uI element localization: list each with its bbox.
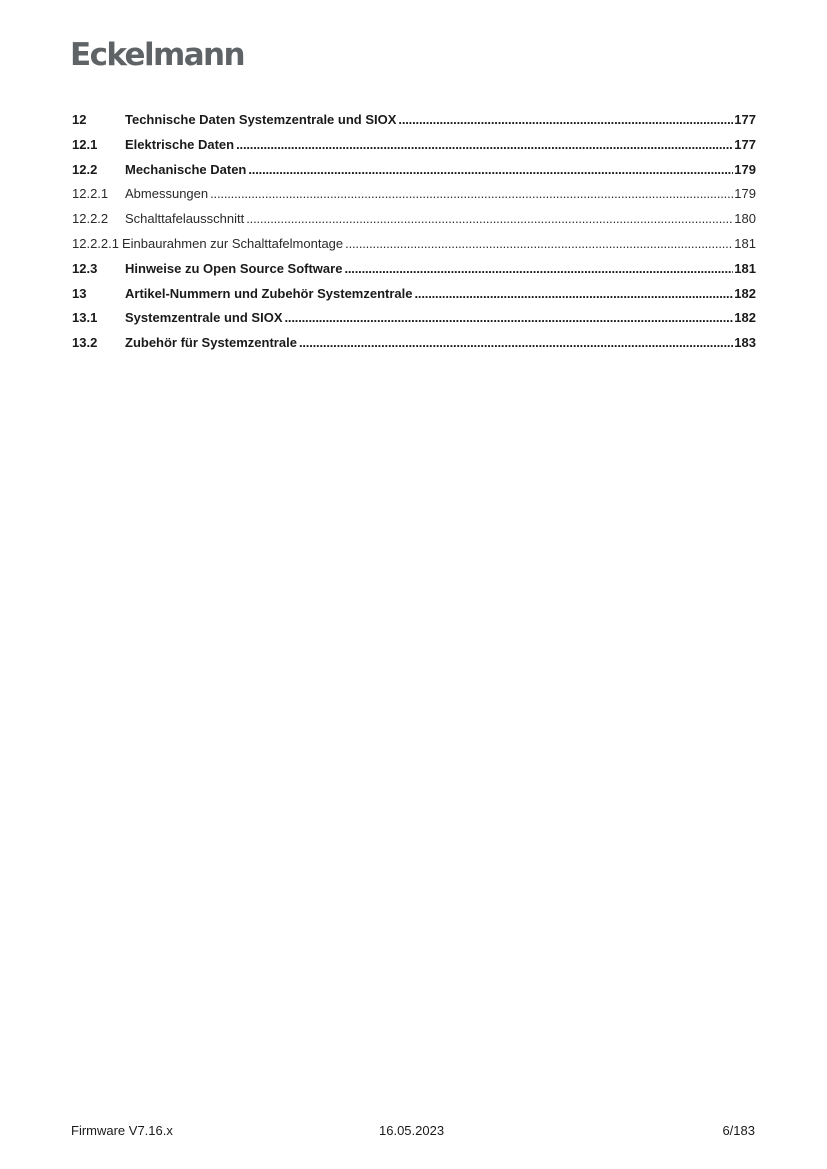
toc-entry-12-1[interactable]: [72, 133, 756, 158]
toc-leader-dots: [415, 282, 734, 307]
footer-page-number: 6/183: [722, 1123, 755, 1138]
footer-date: 16.05.2023: [379, 1123, 445, 1138]
toc-entry-page: 179: [734, 186, 756, 202]
toc-entry-page: 180: [734, 211, 756, 227]
toc-entry-number: 12.2.1: [72, 186, 109, 202]
toc-leader-dots: [236, 133, 733, 158]
toc-entry-title: Artikel-Nummern und Zubehör Systemzentrale: [125, 285, 413, 301]
toc-leader-dots: [344, 257, 733, 282]
toc-entry-12-2-1[interactable]: [72, 182, 756, 207]
toc-entry-title: Schalttafelausschnitt: [125, 211, 245, 227]
toc-leader-dots: [398, 108, 733, 133]
toc-entry-12-3[interactable]: [72, 257, 756, 282]
toc-entry-13-2[interactable]: [72, 331, 756, 356]
toc-entry-number: 12.2.2.1: [72, 235, 119, 251]
toc-leader-dots: [246, 207, 733, 232]
toc-entry-13[interactable]: [72, 282, 756, 307]
toc-entry-title: Systemzentrale und SIOX: [125, 310, 283, 326]
toc-entry-title: Abmessungen: [125, 186, 209, 202]
toc-leader-dots: [345, 232, 733, 257]
toc-entry-number: 12.3: [72, 260, 98, 276]
toc-entry-page: 179: [734, 161, 756, 177]
toc-leader-dots: [210, 182, 733, 207]
toc-entry-number: 12.2.2: [72, 211, 109, 227]
toc-entry-number: 13: [72, 285, 87, 301]
toc-entry-12-2-2-1[interactable]: [72, 232, 756, 257]
toc-leader-dots: [248, 158, 733, 183]
toc-entry-title: Mechanische Daten: [125, 161, 247, 177]
toc-entry-number: 13.1: [72, 310, 98, 326]
toc-leader-dots: [285, 306, 734, 331]
toc-entry-12[interactable]: [72, 108, 756, 133]
toc-entry-title: Einbaurahmen zur Schalttafelmontage: [122, 235, 344, 251]
toc-entry-page: 182: [734, 310, 756, 326]
toc-entry-number: 12: [72, 112, 87, 127]
company-logo: Eckelmann: [70, 37, 244, 73]
toc-entry-12-2-2[interactable]: [72, 207, 756, 232]
toc-entry-title: Zubehör für Systemzentrale: [125, 335, 297, 351]
toc-leader-dots: [299, 331, 733, 356]
toc-entry-page: 177: [734, 112, 756, 127]
toc-entry-title: Elektrische Daten: [125, 136, 235, 152]
footer-firmware-version: Firmware V7.16.x: [71, 1123, 173, 1138]
toc-entry-page: 183: [734, 335, 756, 351]
toc-entry-13-1[interactable]: [72, 306, 756, 331]
toc-entry-title: Technische Daten Systemzentrale und SIOX: [125, 112, 397, 127]
table-of-contents: [72, 108, 756, 356]
toc-entry-page: 177: [734, 136, 756, 152]
toc-entry-number: 13.2: [72, 335, 98, 351]
toc-entry-page: 181: [734, 260, 756, 276]
toc-entry-page: 181: [734, 235, 756, 251]
toc-entry-title: Hinweise zu Open Source Software: [125, 260, 343, 276]
toc-entry-number: 12.2: [72, 161, 98, 177]
toc-entry-page: 182: [734, 285, 756, 301]
toc-entry-12-2[interactable]: [72, 158, 756, 183]
toc-entry-number: 12.1: [72, 136, 98, 152]
